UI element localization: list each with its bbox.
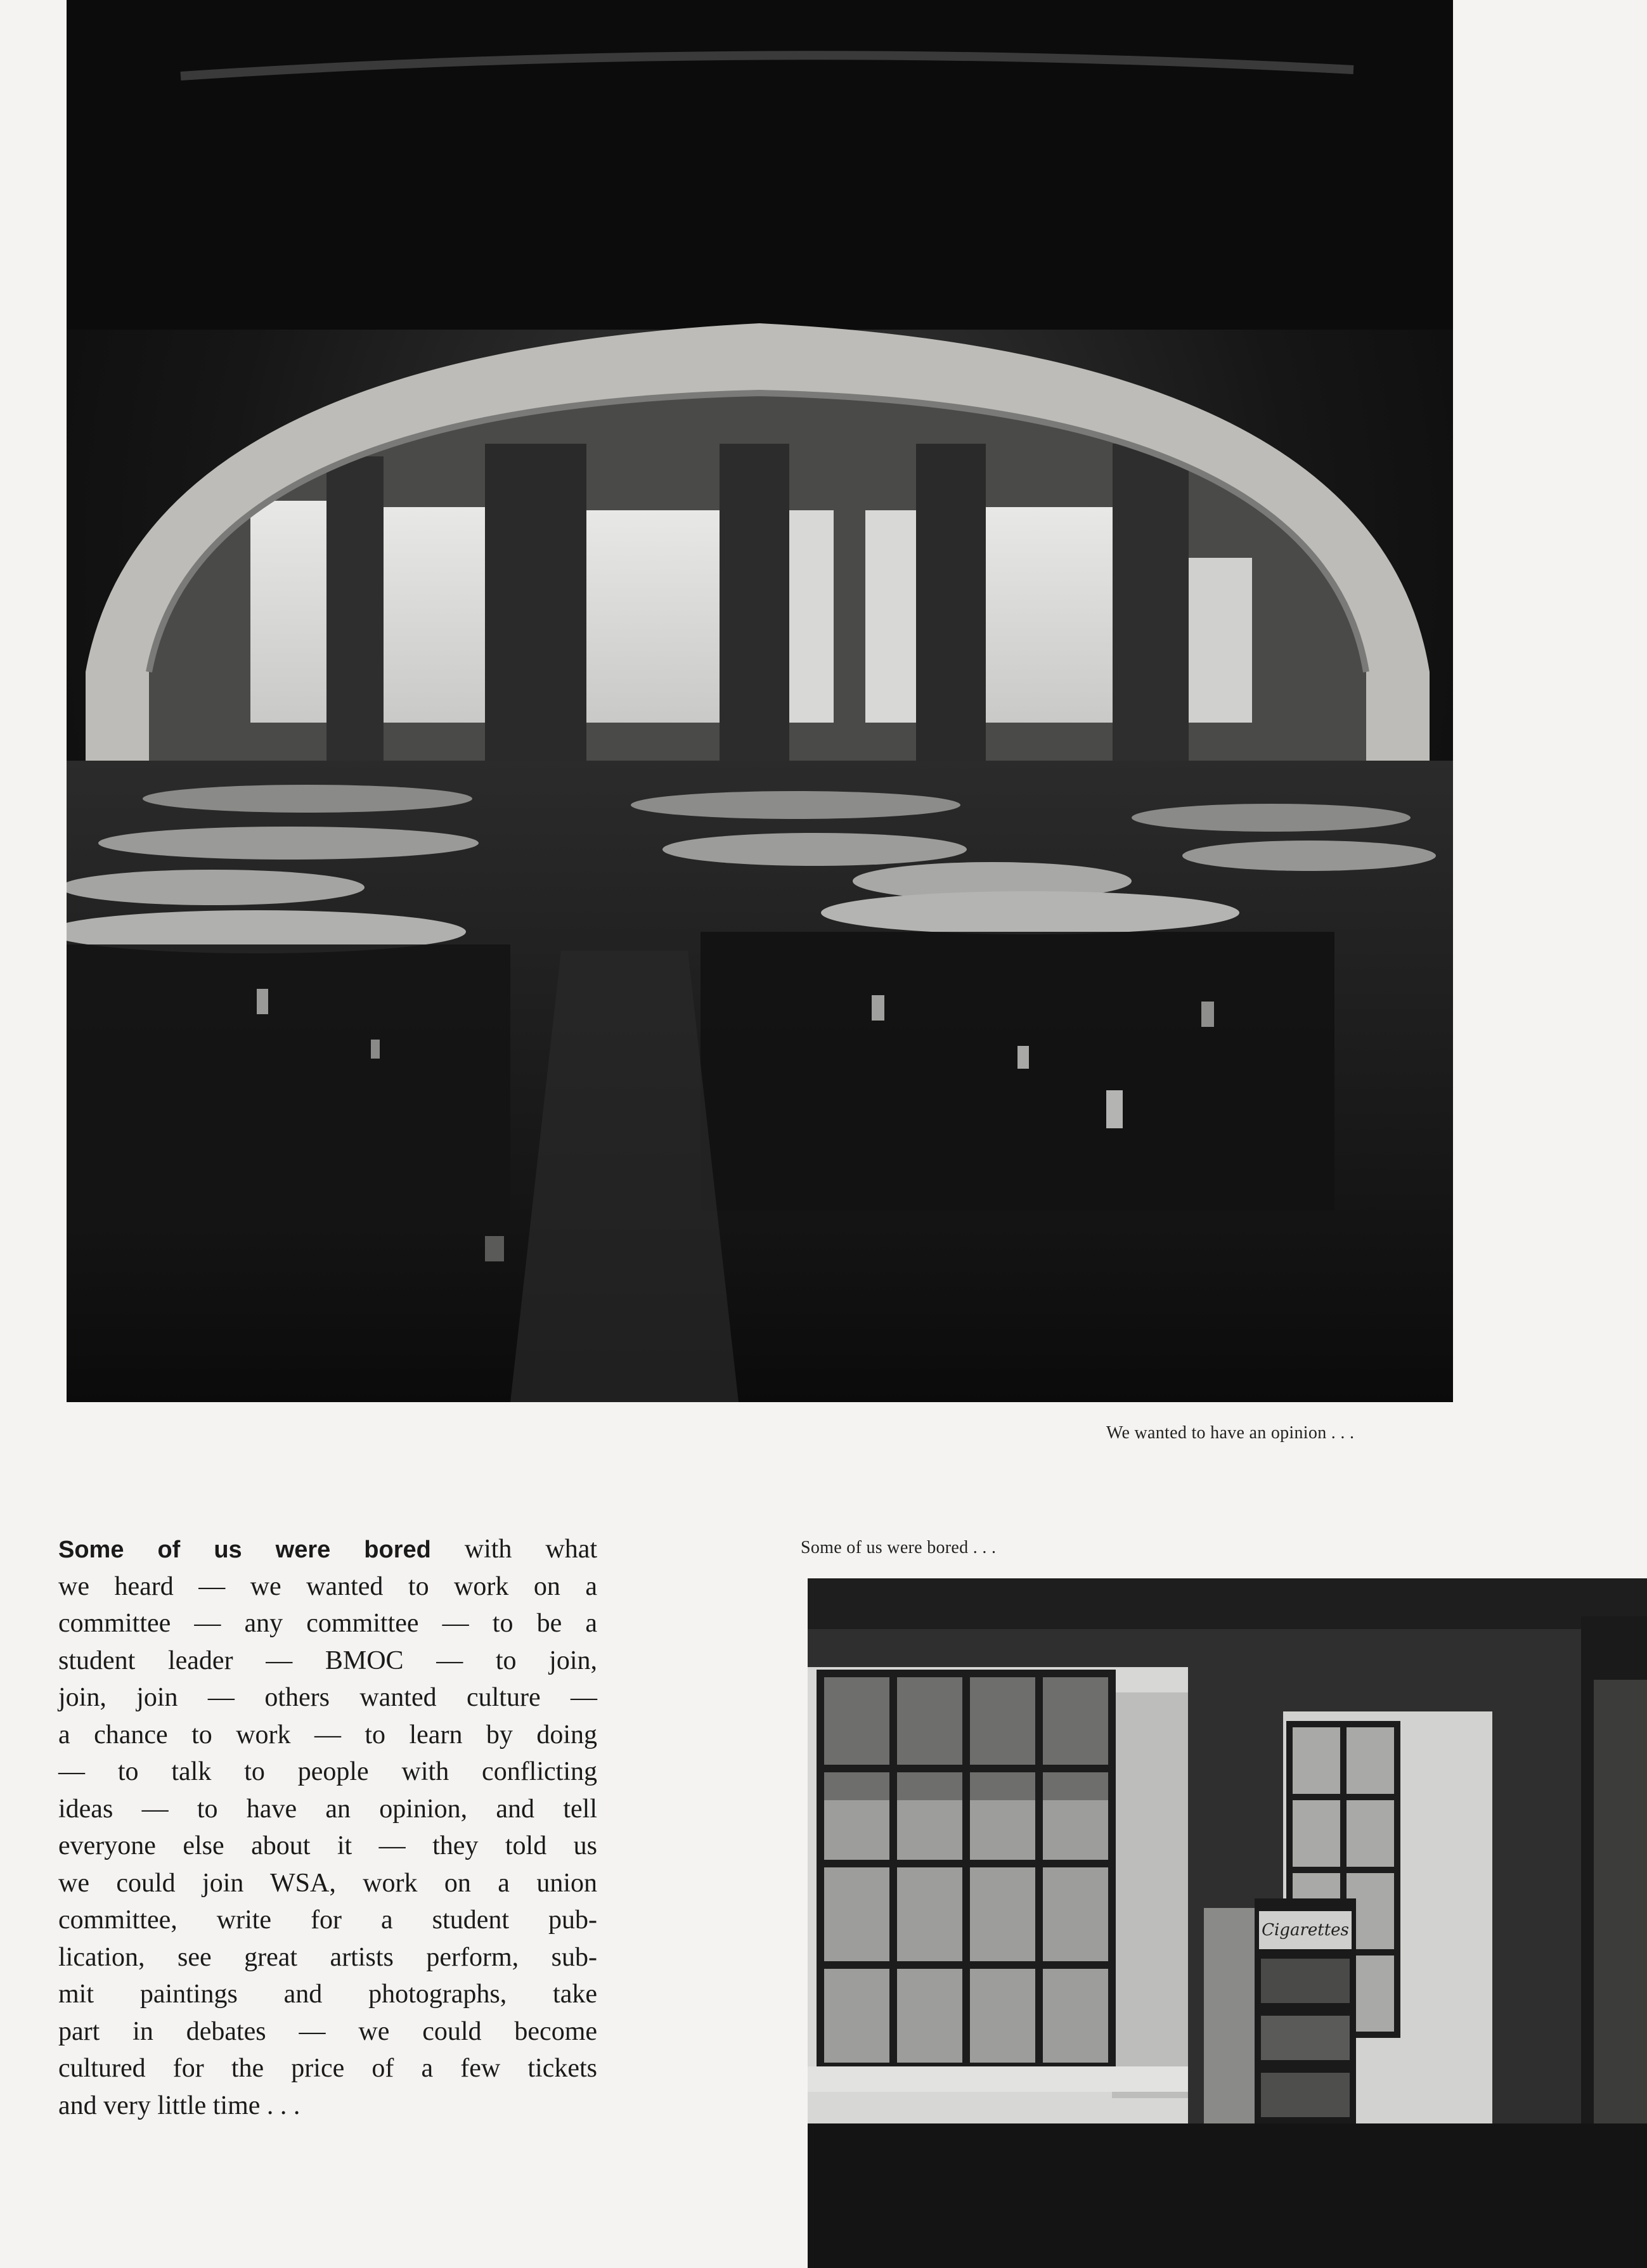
body-line: lication, see great artists perform, sub- [58,1942,597,1972]
body-line: committee — any committee — to be a [58,1609,597,1638]
body-line: — to talk to people with conflicting [58,1757,597,1786]
room-windows-photo [808,1578,1647,2268]
machine-sign-text: Cigarettes [1262,1921,1349,1940]
dining-hall-photo [67,0,1453,1402]
body-line: join, join — others wanted culture — [58,1683,597,1712]
body-line: we could join WSA, work on a union [58,1868,597,1898]
body-paragraph [58,1531,597,2124]
body-line: we heard — we wanted to work on a [58,1571,597,1601]
body-line: ideas — to have an opinion, and tell [58,1794,597,1824]
room-windows-illustration [808,1578,1647,2268]
body-line-last: and very little time . . . [58,2091,300,2120]
bottom-photo-caption: Some of us were bored . . . [801,1538,997,1557]
body-line-1-rest: with what [430,1535,598,1564]
body-line: everyone else about it — they told us [58,1831,597,1860]
body-line: committee, write for a student pub- [58,1905,597,1935]
body-lead: Some of us were bored [58,1537,431,1563]
dining-hall-illustration [67,0,1453,1402]
body-line: cultured for the price of a few tickets [58,2054,597,2083]
body-line [58,1531,597,1568]
body-line: mit paintings and photographs, take [58,1980,597,2009]
body-line: part in debates — we could become [58,2016,597,2046]
body-line: a chance to work — to learn by doing [58,1720,597,1749]
top-photo-caption: We wanted to have an opinion . . . [1106,1423,1355,1443]
body-line: student leader — BMOC — to join, [58,1646,597,1675]
